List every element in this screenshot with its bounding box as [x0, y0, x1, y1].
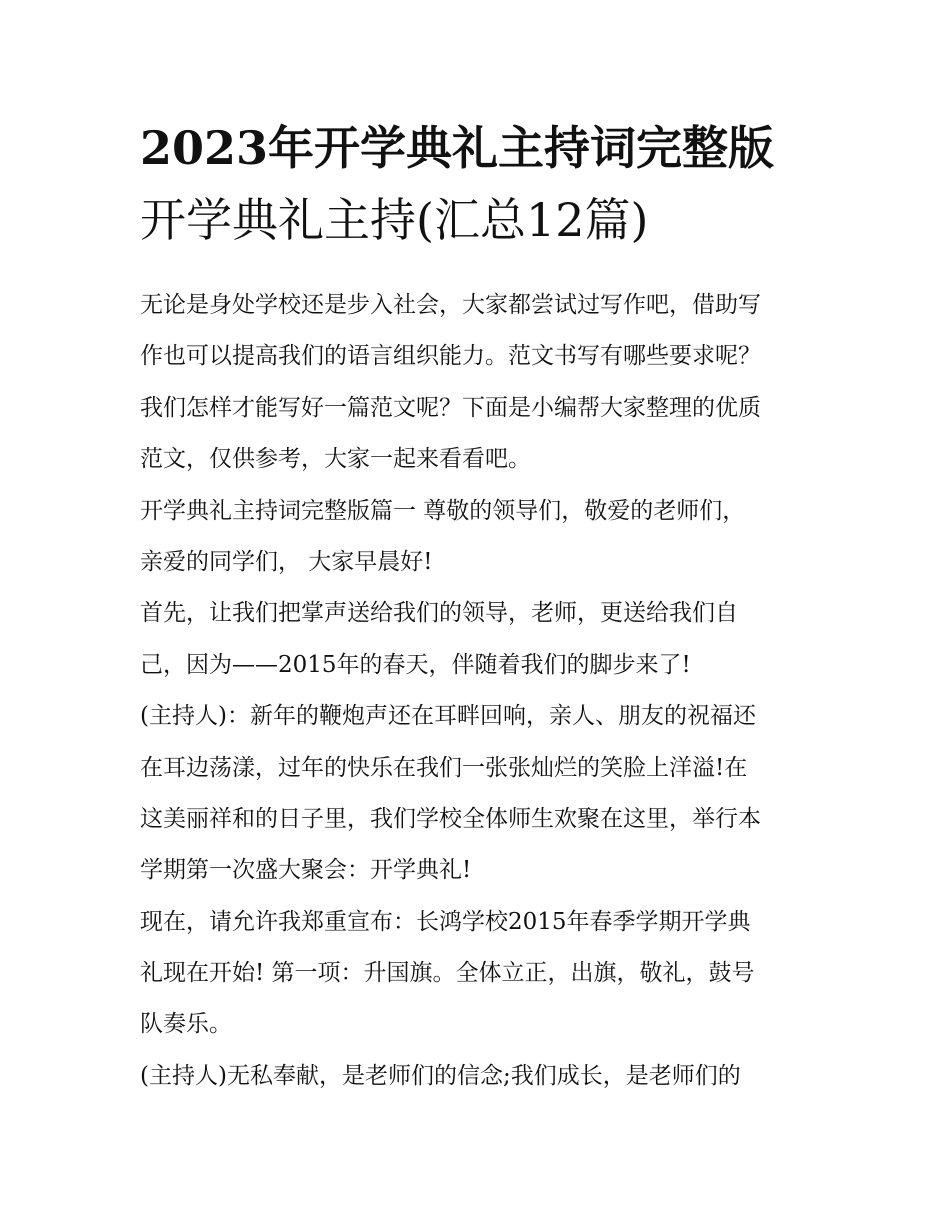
body-line: (主持人)无私奉献，是老师们的信念;我们成长，是老师们的 — [140, 1062, 741, 1089]
body-line: 这美丽祥和的日子里，我们学校全体师生欢聚在这里，举行本 — [140, 805, 761, 832]
body-line: 礼现在开始! 第一项：升国旗。全体立正，出旗，敬礼，鼓号 — [140, 960, 755, 987]
body-line: 学期第一次盛大聚会：开学典礼! — [140, 857, 472, 884]
body-line: 无论是身处学校还是步入社会，大家都尝试过写作吧，借助写 — [140, 292, 761, 318]
title-line-2: 开学典礼主持(汇总12篇) — [140, 193, 649, 247]
body-line: 在耳边荡漾，过年的快乐在我们一张张灿烂的笑脸上洋溢!在 — [140, 754, 748, 781]
body-line: 开学典礼主持词完整版篇一 尊敬的领导们，敬爱的老师们， — [140, 497, 746, 524]
document-body — [140, 280, 820, 1102]
body-line: 己，因为——2015年的春天，伴随着我们的脚步来了! — [140, 651, 691, 678]
body-line: 亲爱的同学们， 大家早晨好! — [140, 548, 433, 575]
body-line: 首先，让我们把掌声送给我们的领导，老师，更送给我们自 — [140, 600, 738, 627]
body-line: 我们怎样才能写好一篇范文呢？下面是小编帮大家整理的优质 — [140, 394, 761, 421]
body-line: 现在，请允许我郑重宣布：长鸿学校2015年春季学期开学典 — [140, 908, 751, 935]
body-line: 范文，仅供参考，大家一起来看看吧。 — [140, 446, 531, 473]
body-line: 队奏乐。 — [140, 1011, 232, 1038]
title-line-1: 2023年开学典礼主持词完整版 — [140, 121, 775, 175]
body-line: (主持人)：新年的鞭炮声还在耳畔回响，亲人、朋友的祝福还 — [140, 703, 756, 730]
body-line: 作也可以提高我们的语言组织能力。范文书写有哪些要求呢？ — [140, 343, 761, 370]
document-title — [140, 112, 830, 256]
